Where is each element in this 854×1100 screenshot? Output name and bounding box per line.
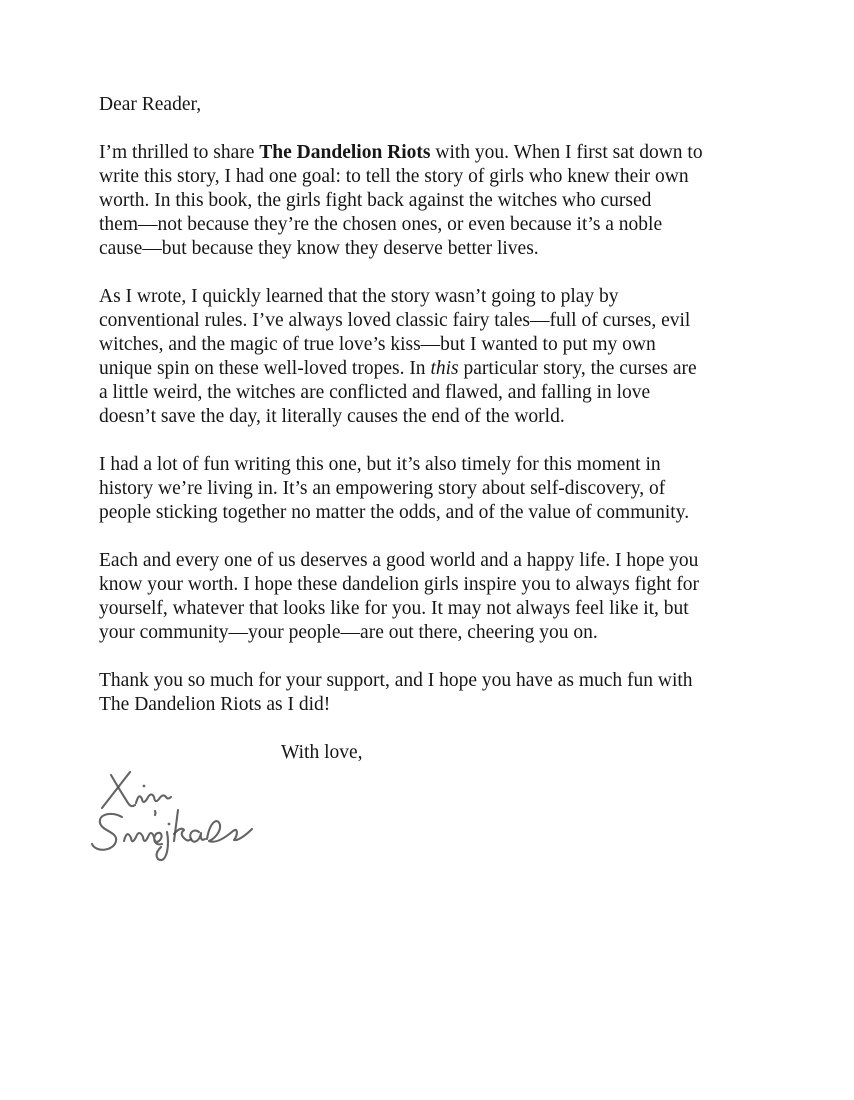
letter-line: yourself, whatever that looks like for you. It may not always feel like it, but <box>99 598 689 619</box>
letter-line <box>99 357 779 381</box>
paragraph-2 <box>99 285 779 429</box>
paragraph-5 <box>99 669 779 717</box>
letter-line: Each and every one of us deserves a good world and a happy life. I hope you <box>99 550 699 571</box>
letter-line: know your worth. I hope these dandelion girls inspire you to always fight for <box>99 574 700 595</box>
letter-line: cause—but because they know they deserve better lives. <box>99 238 539 259</box>
paragraph-1 <box>99 141 779 261</box>
book-title-bold: The Dandelion Riots <box>259 142 431 163</box>
letter-line <box>99 141 779 165</box>
text-run: unique spin on these well-loved tropes. In <box>99 358 431 379</box>
letter-line: them—not because they’re the chosen ones, or even because it’s a noble <box>99 214 663 235</box>
letter-line: The Dandelion Riots as I did! <box>99 694 331 715</box>
emphasis-word-italic: this <box>430 358 459 379</box>
salutation: Dear Reader, <box>99 94 202 115</box>
letter-line: your community—your people—are out there, cheering you on. <box>99 622 598 643</box>
letter-line: doesn’t save the day, it literally causes the end of the world. <box>99 406 565 427</box>
text-run: with you. When I first sat down to <box>430 142 703 163</box>
letter-line: write this story, I had one goal: to tell the story of girls who knew their own <box>99 166 689 187</box>
closing-valediction: With love, <box>281 742 363 763</box>
letter-body <box>99 93 779 862</box>
signature-handwriting <box>86 767 276 862</box>
letter-line: a little weird, the witches are conflicted and flawed, and falling in love <box>99 382 651 403</box>
letter-line: I had a lot of fun writing this one, but it’s also timely for this moment in <box>99 454 661 475</box>
letter-line: As I wrote, I quickly learned that the story wasn’t going to play by <box>99 286 619 307</box>
letter-line: conventional rules. I’ve always loved classic fairy tales—full of curses, evil <box>99 310 691 331</box>
paragraph-4 <box>99 549 779 645</box>
letter-line: worth. In this book, the girls fight back against the witches who cursed <box>99 190 652 211</box>
letter-line: Thank you so much for your support, and I hope you have as much fun with <box>99 670 693 691</box>
text-run: particular story, the curses are <box>458 358 697 379</box>
letter-line: witches, and the magic of true love’s kiss—but I wanted to put my own <box>99 334 656 355</box>
letter-line: history we’re living in. It’s an empowering story about self-discovery, of <box>99 478 666 499</box>
letter-line: people sticking together no matter the odds, and of the value of community. <box>99 502 690 523</box>
paragraph-3 <box>99 453 779 525</box>
text-run: I’m thrilled to share <box>99 142 260 163</box>
signature-kim-smejkal-icon <box>86 767 276 862</box>
